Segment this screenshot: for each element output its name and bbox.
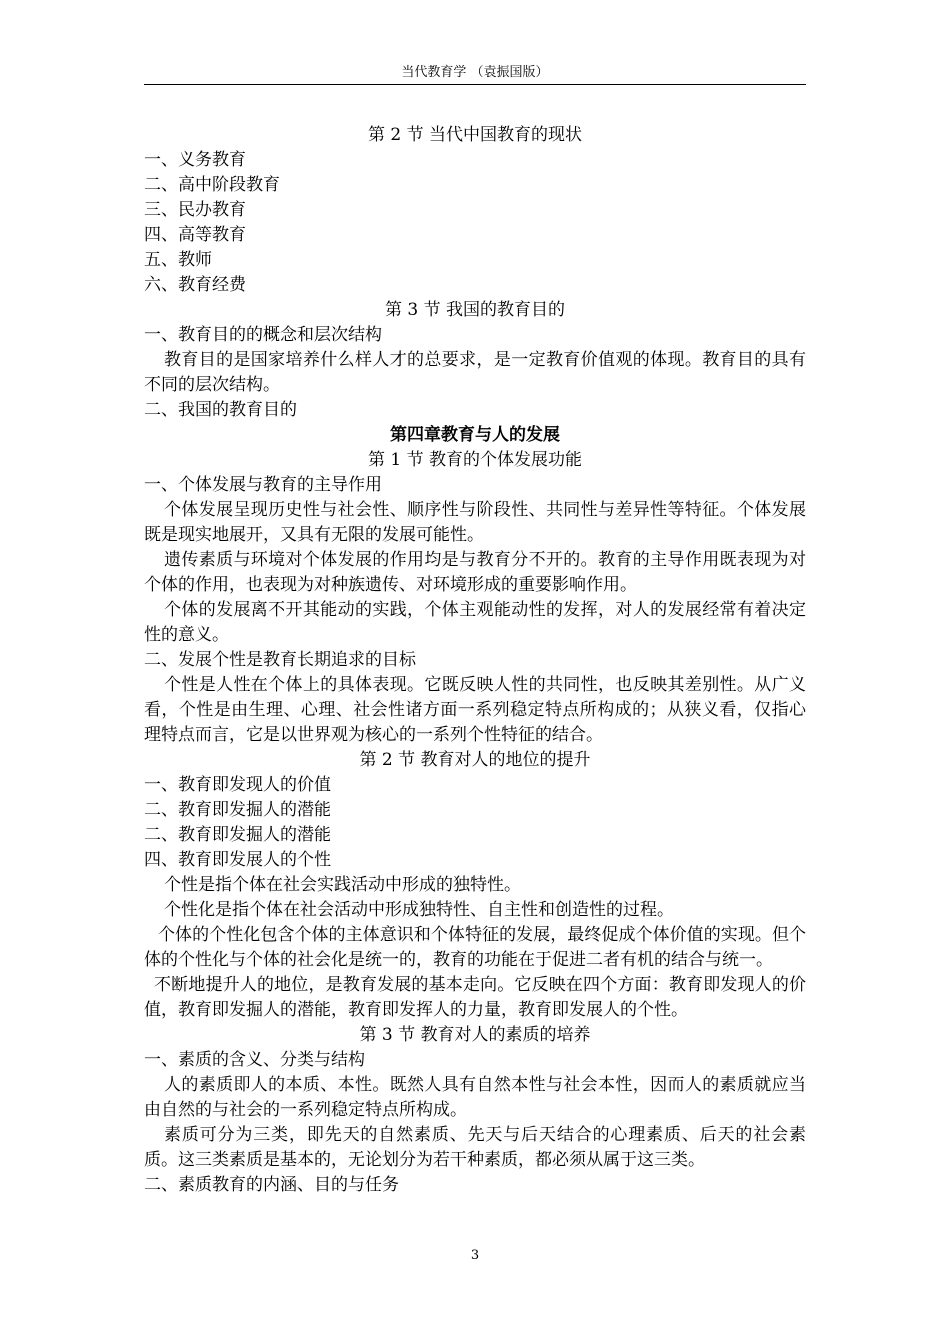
list-item: 一、教育目的的概念和层次结构 — [144, 325, 382, 345]
header-rule — [144, 84, 806, 85]
list-item: 一、义务教育 — [144, 150, 246, 170]
list-item: 二、发展个性是教育长期追求的目标 — [144, 650, 416, 670]
list-item: 四、教育即发展人的个性 — [144, 850, 331, 870]
list-item: 四、高等教育 — [144, 225, 246, 245]
list-item: 一、素质的含义、分类与结构 — [144, 1050, 365, 1070]
document-body — [144, 123, 806, 1198]
paragraph: 个体的发展离不开其能动的实践，个体主观能动性的发挥，对人的发展经常有着决定性的意义。 — [144, 600, 806, 645]
paragraph: 素质可分为三类，即先天的自然素质、先天与后天结合的心理素质、后天的社会素质。这三类素质是基本的，无论划分为若干种素质，都必须从属于这三类。 — [144, 1125, 806, 1170]
page-header: 当代教育学 （袁振国版） — [401, 65, 549, 80]
page-number: 3 — [470, 1248, 480, 1263]
list-item: 二、教育即发掘人的潜能 — [144, 825, 331, 845]
paragraph: 个性化是指个体在社会活动中形成独特性、自主性和创造性的过程。 — [164, 900, 674, 920]
list-item: 二、教育即发掘人的潜能 — [144, 800, 331, 820]
list-item: 五、教师 — [144, 250, 212, 270]
list-item: 二、素质教育的内涵、目的与任务 — [144, 1175, 399, 1195]
list-item: 二、高中阶段教育 — [144, 175, 280, 195]
list-item: 三、民办教育 — [144, 200, 246, 220]
paragraph: 个体的个性化包含个体的主体意识和个体特征的发展，最终促成个体价值的实现。但个体的个性化与个体的社会化是统一的，教育的功能在于促进二者有机的结合与统一。 — [144, 925, 806, 970]
paragraph: 遗传素质与环境对个体发展的作用均是与教育分不开的。教育的主导作用既表现为对个体的作用，也表现为对种族遗传、对环境形成的重要影响作用。 — [144, 550, 806, 595]
list-item: 二、我国的教育目的 — [144, 400, 297, 420]
section-heading: 第 2 节 教育对人的地位的提升 — [359, 750, 591, 770]
list-item: 一、教育即发现人的价值 — [144, 775, 331, 795]
section-heading: 第 1 节 教育的个体发展功能 — [367, 450, 583, 470]
section-heading: 第 2 节 当代中国教育的现状 — [367, 125, 583, 145]
paragraph: 人的素质即人的本质、本性。既然人具有自然本性与社会本性，因而人的素质就应当由自然的与社会的一系列稳定特点所构成。 — [144, 1075, 806, 1120]
list-item: 一、个体发展与教育的主导作用 — [144, 475, 382, 495]
paragraph: 个体发展呈现历史性与社会性、顺序性与阶段性、共同性与差异性等特征。个体发展既是现实地展开，又具有无限的发展可能性。 — [144, 500, 806, 545]
section-heading: 第 3 节 教育对人的素质的培养 — [359, 1025, 591, 1045]
chapter-heading: 第四章教育与人的发展 — [390, 425, 560, 445]
paragraph: 不断地提升人的地位，是教育发展的基本走向。它反映在四个方面：教育即发现人的价值，教育即发掘人的潜能，教育即发挥人的力量，教育即发展人的个性。 — [144, 975, 806, 1020]
list-item: 六、教育经费 — [144, 275, 246, 295]
section-heading: 第 3 节 我国的教育目的 — [384, 300, 566, 320]
paragraph: 个性是人性在个体上的具体表现。它既反映人性的共同性，也反映其差别性。从广义看，个性是由生理、心理、社会性诸方面一系列稳定特点所构成的；从狭义看，仅指心理特点而言，它是以世界观为核心的一系列个性特征的结合。 — [144, 675, 806, 745]
paragraph: 教育目的是国家培养什么样人才的总要求，是一定教育价值观的体现。教育目的具有不同的层次结构。 — [144, 350, 806, 395]
paragraph: 个性是指个体在社会实践活动中形成的独特性。 — [164, 875, 521, 895]
